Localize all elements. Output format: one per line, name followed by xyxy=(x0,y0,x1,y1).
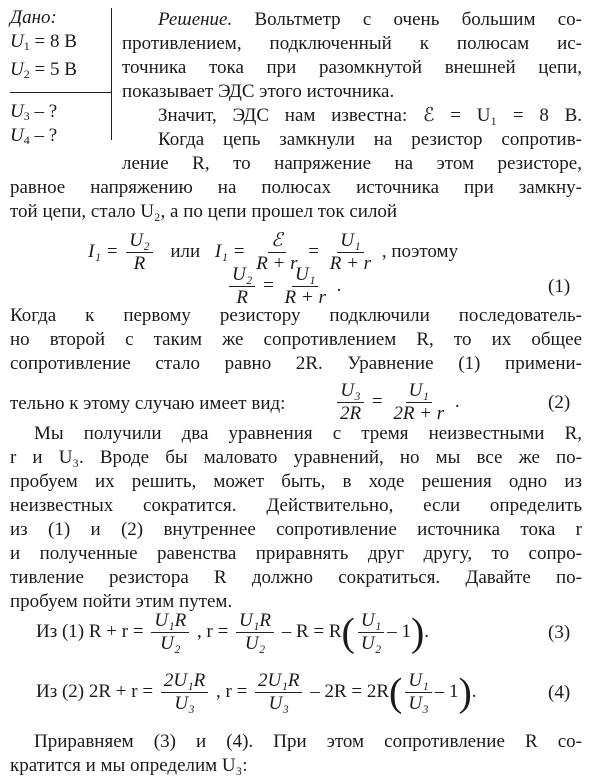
right-paren: ) xyxy=(410,609,425,655)
given-u1: $U_1 = 8$ В xyxy=(10,31,77,53)
solution-line-2: противлением, подключенный к полюсам ис- xyxy=(122,33,582,54)
para3-line-3: пробуем их решить, может быть, в ходе решения одно из xyxy=(10,471,582,492)
para4-line-2: кратится и мы определим U₃: xyxy=(10,755,248,776)
equation-1-number: (1) xyxy=(548,276,571,297)
formula-current: I₁ = $\frac{\text{U₂}}{R}$ или I₁ = $\frac{\text{ℰ}}{R + r}$ = $\frac{\text{U₁}}{R + r}$ , поэтому xyxy=(88,230,459,274)
left-paren: ( xyxy=(389,669,403,715)
equation-4-number: (4) xyxy=(548,682,571,703)
equation-3: Из (1) R + r = $\frac{\text{U₁R}}{\text{U₂}}$ , r = $\frac{\text{U₁R}}{\text{U₂}}$ – R = R( $\frac{\text{U₁}}{\text{U₂}}$ – 1). xyxy=(36,609,430,655)
para3-line-2: r и U₃. Вроде бы маловато уравнений, но мы все же по- xyxy=(10,447,582,468)
given-u2: $U_2 = 5$ В xyxy=(10,59,77,81)
given-horizontal-rule xyxy=(10,92,111,93)
para3-line-6: и полученные равенства приравнять друг другу, то сопро- xyxy=(10,543,582,564)
equation-4: Из (2) 2R + r = $\frac{\text{2U₁R}}{\text{U₃}}$ , r = $\frac{\text{2U₁R}}{\text{U₃}}$ – 2R = 2R( $\frac{\text{U₁}}{\text{U₃}}$ – 1). xyxy=(36,669,477,715)
given-u3: $U_3$ – ? xyxy=(10,101,58,123)
solution-line-1: Решение. Вольтметр с очень большим со- xyxy=(158,9,582,30)
para2-line-3: сопротивление стало равно 2R. Уравнение (1) примени- xyxy=(10,353,582,374)
given-title: Дано: xyxy=(10,7,57,28)
para3-line-8: пробуем пойти этим путем. xyxy=(10,591,233,612)
equation-1: $\frac{\text{U₂}}{R}$ = $\frac{\text{U₁}}{R + r}$ . xyxy=(226,264,341,309)
solution-line-9: той цепи, стало U₂, а по цепи прошел ток силой xyxy=(10,201,398,222)
para2-line-4: тельно к этому случаю имеет вид: xyxy=(10,393,286,414)
equation-3-number: (3) xyxy=(548,622,571,643)
para3-line-4: неизвестных сократится. Действительно, если определить xyxy=(10,495,582,516)
solution-line-5: Значит, ЭДС нам известна: ℰ = U₁ = 8 В. xyxy=(158,105,582,126)
equation-2-number: (2) xyxy=(548,392,571,413)
given-vertical-rule xyxy=(111,8,112,140)
equation-2: $\frac{\text{U₃}}{2R}$ = $\frac{\text{U₁}}{2R + r}$ . xyxy=(334,380,460,425)
para3-line-5: из (1) и (2) внутреннее сопротивление источника тока r xyxy=(10,519,582,540)
para3-line-1: Мы получили два уравнения с тремя неизвестными R, xyxy=(34,423,582,444)
para2-line-2: но второй с таким же сопротивлением R, то их общее xyxy=(10,329,582,350)
solution-line-3: точника тока при разомкнутой внешней цепи, xyxy=(122,57,582,78)
right-paren: ) xyxy=(458,669,472,715)
solution-line-8: равное напряжению на полюсах источника при замкну- xyxy=(10,177,582,198)
solution-line-7: ление R, то напряжение на этом резисторе, xyxy=(122,153,582,174)
given-block xyxy=(10,6,110,152)
solution-line-6: Когда цепь замкнули на резистор сопротив- xyxy=(158,129,582,150)
given-u4: $U_4$ – ? xyxy=(10,125,58,147)
para2-line-1: Когда к первому резистору подключили последователь- xyxy=(10,305,582,326)
solution-line-4: показывает ЭДС этого источника. xyxy=(122,81,395,102)
para3-line-7: тивление резистора R должно сократиться. Давайте по- xyxy=(10,567,582,588)
left-paren: ( xyxy=(341,609,355,655)
para4-line-1: Приравняем (3) и (4). При этом сопротивление R со- xyxy=(34,731,582,752)
